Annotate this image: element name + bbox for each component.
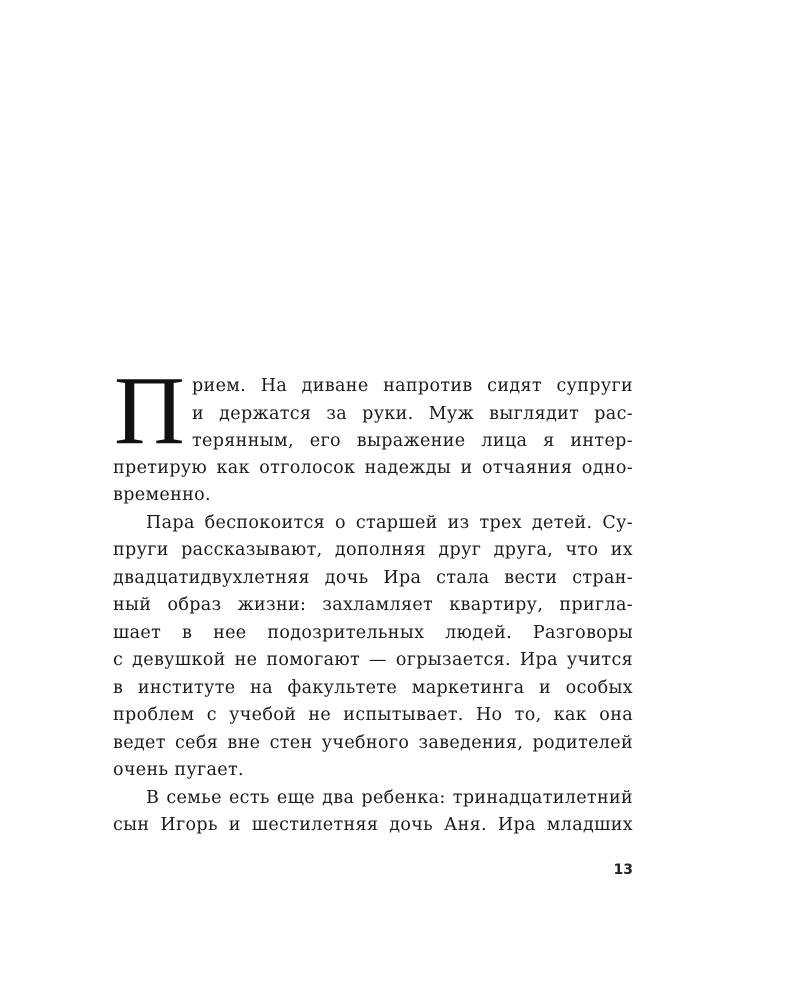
text-line: пруги рассказывают, дополняя друг друга, что их <box>113 540 633 560</box>
drop-cap-letter: П <box>114 357 185 465</box>
page-number: 13 <box>613 862 633 878</box>
text-line: сын Игорь и шестилетняя дочь Аня. Ира младших <box>113 815 633 835</box>
text-line: ный образ жизни: захламляет квартиру, пригла- <box>113 595 633 615</box>
text-line: с девушкой не помогают — огрызается. Ира учится <box>113 650 633 670</box>
text-line: и держатся за руки. Муж выглядит рас- <box>192 404 633 424</box>
text-line: временно. <box>113 485 211 505</box>
text-line: проблем с учебой не испытывает. Но то, как она <box>113 705 633 725</box>
text-line: шает в нее подозрительных людей. Разговоры <box>113 623 633 643</box>
text-line: терянным, его выражение лица я интер- <box>192 431 633 451</box>
text-line: очень пугает. <box>113 760 244 780</box>
text-line: рием. На диване напротив сидят супруги <box>192 376 633 396</box>
text-line: в институте на факультете маркетинга и особых <box>113 678 633 698</box>
text-line: Пара беспокоится о старшей из трех детей. Су- <box>146 513 633 533</box>
text-line: двадцатидвухлетняя дочь Ира стала вести стран- <box>113 568 633 588</box>
text-line: ведет себя вне стен учебного заведения, родителей <box>113 733 633 753</box>
text-line: претирую как отголосок надежды и отчаяния одно- <box>113 458 633 478</box>
text-line: В семье есть еще два ребенка: тринадцатилетний <box>146 788 633 808</box>
